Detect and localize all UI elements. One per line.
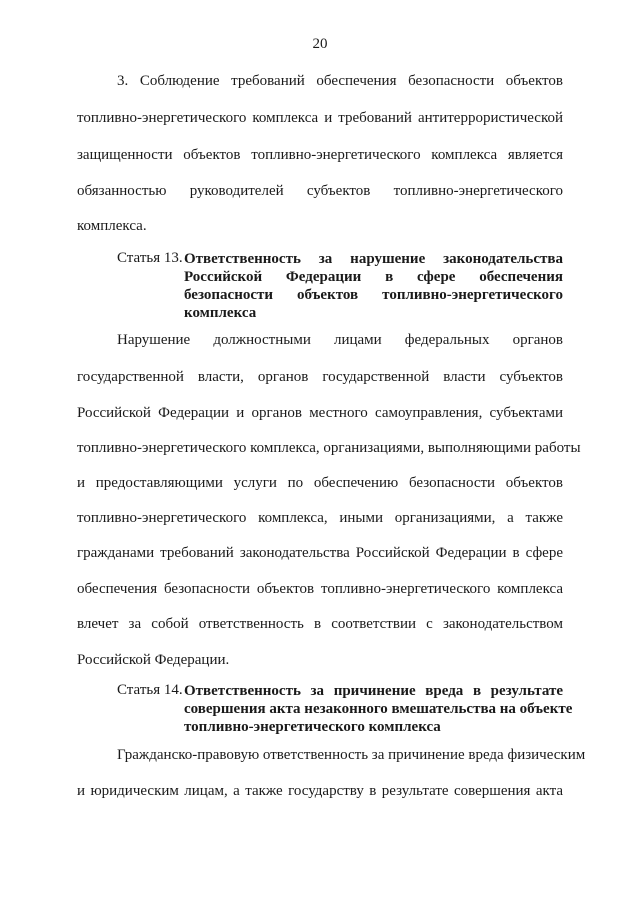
text-line: государственной власти, органов государственной власти субъектов <box>77 369 563 385</box>
text-line: топливно-энергетического комплекса и требований антитеррористической <box>77 110 563 126</box>
article-title-line: комплекса <box>184 305 257 321</box>
text-line: обязанностью руководителей субъектов топливно-энергетического <box>77 183 563 199</box>
article-14-label: Статья 14. <box>117 682 183 698</box>
text-line: влечет за собой ответственность в соответствии с законодательством <box>77 616 563 632</box>
text-line: Гражданско-правовую ответственность за причинение вреда физическим <box>117 747 586 763</box>
text-line: и юридическим лицам, а также государству в результате совершения акта <box>77 783 563 799</box>
text-line: Российской Федерации и органов местного самоуправления, субъектами <box>77 405 563 421</box>
text-line: 3. Соблюдение требований обеспечения безопасности объектов <box>117 73 563 89</box>
article-title-line: Российской Федерации в сфере обеспечения <box>184 269 563 285</box>
text-line: топливно-энергетического комплекса, иными организациями, а также <box>77 510 563 526</box>
text-line: защищенности объектов топливно-энергетического комплекса является <box>77 147 563 163</box>
article-14-title <box>184 682 573 736</box>
article-13-title <box>184 250 563 322</box>
text-line: Нарушение должностными лицами федеральных органов <box>117 332 563 348</box>
text-line: Российской Федерации. <box>77 652 230 668</box>
article-title-line: Ответственность за нарушение законодательства <box>184 251 563 267</box>
article-13-heading <box>117 250 563 322</box>
article-title-line: совершения акта незаконного вмешательства на объекте <box>184 701 573 717</box>
text-line: топливно-энергетического комплекса, организациями, выполняющими работы <box>77 440 581 456</box>
text-line: гражданами требований законодательства Российской Федерации в сфере <box>77 545 563 561</box>
article-title-line: топливно-энергетического комплекса <box>184 719 441 735</box>
article-title-line: Ответственность за причинение вреда в результате <box>184 683 563 699</box>
text-line: обеспечения безопасности объектов топливно-энергетического комплекса <box>77 581 563 597</box>
article-13-label: Статья 13. <box>117 250 183 266</box>
page-number: 20 <box>312 36 328 52</box>
article-14-heading <box>117 682 573 736</box>
article-title-line: безопасности объектов топливно-энергетического <box>184 287 563 303</box>
text-line: комплекса. <box>77 218 147 234</box>
text-line: и предоставляющими услуги по обеспечению безопасности объектов <box>77 475 563 491</box>
